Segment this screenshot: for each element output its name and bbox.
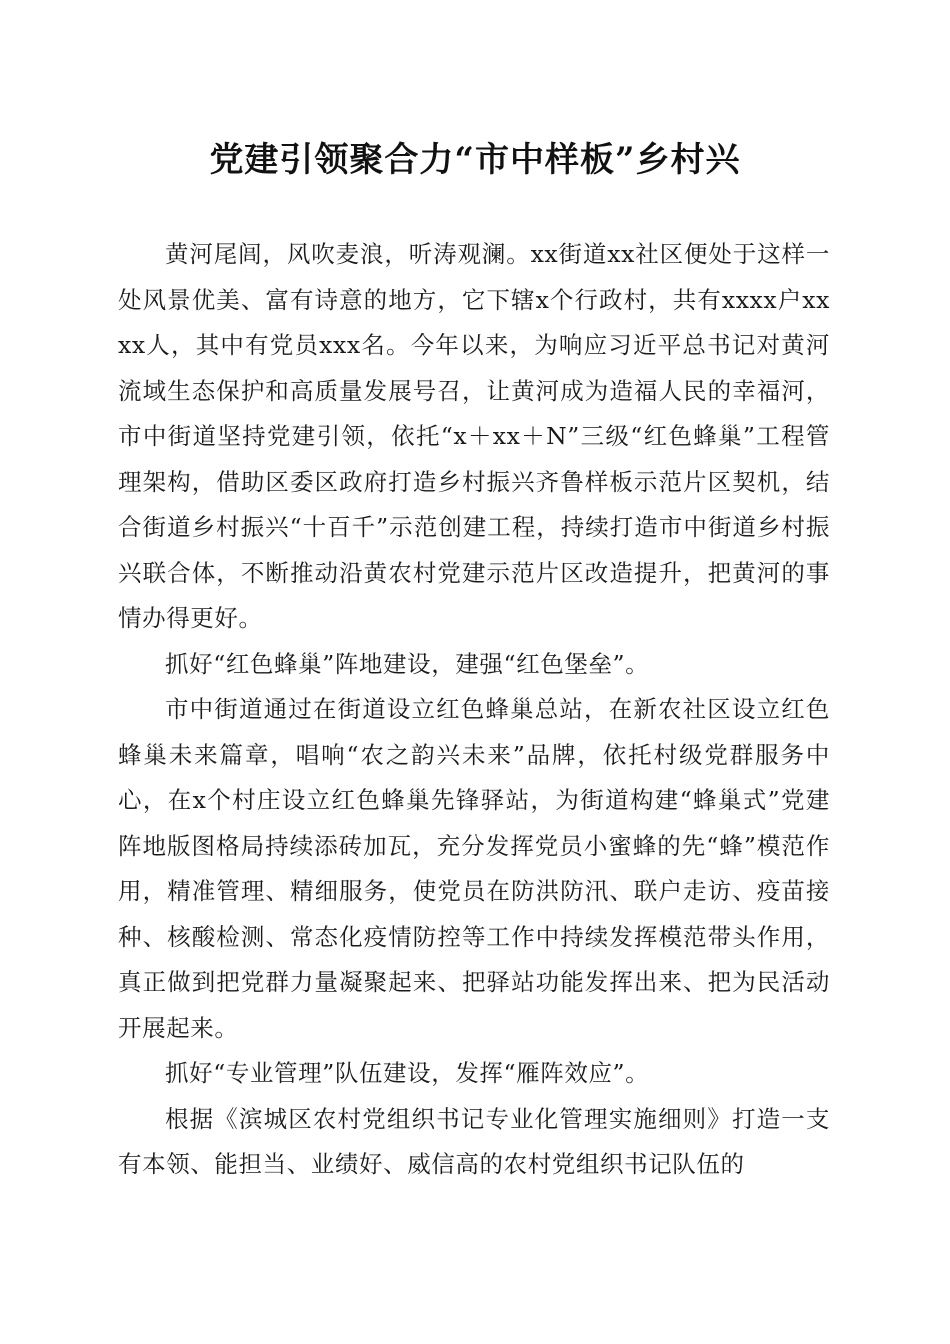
section-heading-professional-management: 抓好“专业管理”队伍建设，发挥“雁阵效应”。 bbox=[165, 1059, 650, 1087]
paragraph-professional-management: 根据《滨城区农村党组织书记专业化管理实施细则》打造一支有本领、能担当、业绩好、威信高的农村党组织书记队伍的 bbox=[118, 1104, 830, 1178]
document-title: 党建引领聚合力“市中样板”乡村兴 bbox=[209, 140, 741, 180]
document-body bbox=[118, 232, 830, 1188]
paragraph-red-hive: 市中街道通过在街道设立红色蜂巢总站，在新农社区设立红色蜂巢未来篇章，唱响“农之韵兴未来”品牌，依托村级党群服务中心，在x个村庄设立红色蜂巢先锋驿站，为街道构建“蜂巢式”党建阵地版图格局持续添砖加瓦，充分发挥党员小蜜蜂的先“蜂”模范作用，精准管理、精细服务，使党员在防洪防汛、联户走访、疫苗接种、核酸检测、常态化疫情防控等工作中持续发挥模范带头作用，真正做到把党群力量凝聚起来、把驿站功能发挥出来、把为民活动开展起来。 bbox=[118, 695, 830, 1042]
paragraph-intro: 黄河尾闾，风吹麦浪，听涛观澜。xx街道xx社区便处于这样一处风景优美、富有诗意的地方，它下辖x个行政村，共有xxxx户xxxx人，其中有党员xxx名。今年以来，为响应习近平总书记对黄河流域生态保护和高质量发展号召，让黄河成为造福人民的幸福河，市中街道坚持党建引领，依托“x＋xx＋N”三级“红色蜂巢”工程管理架构，借助区委区政府打造乡村振兴齐鲁样板示范片区契机，结合街道乡村振兴“十百千”示范创建工程，持续打造市中街道乡村振兴联合体，不断推动沿黄农村党建示范片区改造提升，把黄河的事情办得更好。 bbox=[118, 240, 830, 632]
section-heading-red-hive: 抓好“红色蜂巢”阵地建设，建强“红色堡垒”。 bbox=[165, 649, 650, 678]
